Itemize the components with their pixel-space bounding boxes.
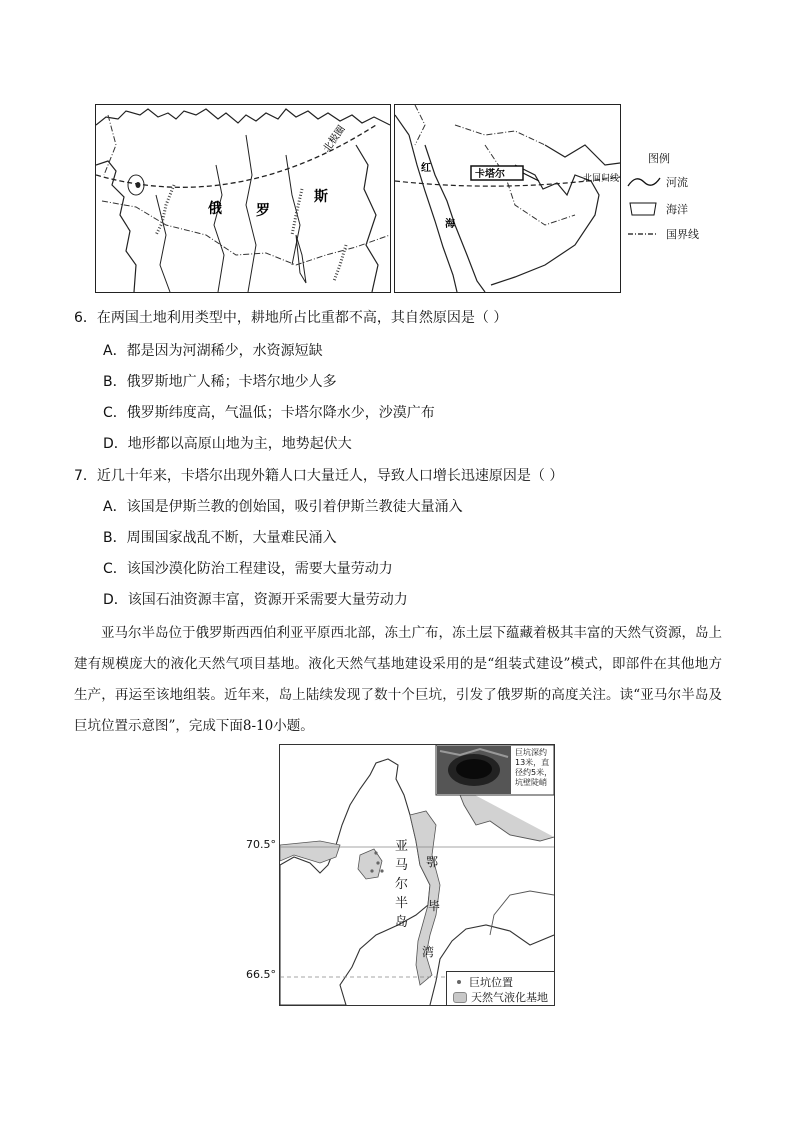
gas-base-swatch-icon	[453, 992, 467, 1003]
crater-photo-caption: 巨坑深约13米，直径约5米，坑壁陡峭	[515, 748, 553, 787]
passage-text: 亚马尔半岛位于俄罗斯西西伯利亚平原西北部，冻土广布，冻土层下蕴藏着极其丰富的天然气资源，岛上建有规模庞大的液化天然气项目基地。液化天然气基地建设采用的是“组装式建设”模式，即部件在其他地方生产，再运至该地组装。近年来，岛上陆续发现了数十个巨坑，引发了俄罗斯的高度关注。读“亚马尔半岛及巨坑位置示意图”，完成下面8-10小题。	[74, 625, 722, 734]
bay-name-1: 鄂	[426, 855, 439, 869]
legend-gas-base: 天然气液化基地	[453, 989, 548, 1005]
qatar-callout: 卡塔尔	[475, 169, 505, 180]
yamal-peninsula-map	[279, 744, 555, 1006]
tropic-label: 北回归线	[583, 174, 620, 184]
map-legend	[626, 150, 726, 250]
question-6-stem: 6．在两国土地利用类型中，耕地所占比重都不高，其自然原因是（ ）	[74, 310, 508, 326]
question-6-option-b[interactable]: B．俄罗斯地广人稀；卡塔尔地少人多	[103, 374, 337, 390]
question-6-option-a[interactable]: A．都是因为河湖稀少，水资源短缺	[103, 343, 323, 359]
legend-ocean: 海洋	[626, 201, 662, 217]
bay-name-3: 湾	[422, 945, 435, 959]
question-7-option-d[interactable]: D．该国石油资源丰富，资源开采需要大量劳动力	[103, 592, 408, 608]
question-7-option-c[interactable]: C．该国沙漠化防治工程建设，需要大量劳动力	[103, 561, 393, 577]
russia-label-2: 罗	[256, 203, 270, 219]
red-sea-label-2: 海	[445, 219, 455, 230]
crater-marker-icon	[457, 980, 461, 984]
crater-dot	[380, 869, 383, 872]
ocean-symbol-icon	[626, 201, 662, 217]
reading-passage	[74, 618, 722, 742]
qatar-map	[394, 104, 621, 293]
russia-map	[95, 104, 391, 293]
question-6-option-d[interactable]: D．地形都以高原山地为主，地势起伏大	[103, 436, 352, 452]
yamal-legend	[446, 971, 554, 1005]
crater-dot	[370, 869, 373, 872]
red-sea-label-1: 红	[421, 163, 431, 174]
crater-dot	[374, 851, 377, 854]
question-7-option-b[interactable]: B．周围国家战乱不断，大量难民涌入	[103, 530, 337, 546]
legend-title: 图例	[648, 152, 670, 165]
bay-name-2: 毕	[428, 899, 441, 913]
question-6-option-c[interactable]: C．俄罗斯纬度高，气温低；卡塔尔降水少，沙漠广布	[103, 405, 435, 421]
russia-label-3: 斯	[314, 189, 328, 205]
question-7-stem: 7．近几十年来，卡塔尔出现外籍人口大量迁人，导致人口增长迅速原因是（ ）	[74, 468, 564, 484]
river-symbol-icon	[626, 174, 662, 190]
arctic-circle-label: 北极圈	[321, 123, 348, 155]
peninsula-name: 亚 马 尔 半 岛	[395, 839, 409, 930]
border-symbol-icon	[626, 226, 662, 242]
russia-label-1: 俄	[208, 201, 222, 217]
latitude-lower-label: 66.5°	[246, 968, 276, 981]
legend-crater: 巨坑位置	[453, 974, 513, 990]
legend-river: 河流	[626, 174, 662, 190]
question-7-option-a[interactable]: A．该国是伊斯兰教的创始国，吸引着伊斯兰教徒大量涌入	[103, 499, 463, 515]
crater-dot	[376, 861, 379, 864]
legend-border: 国界线	[626, 226, 662, 242]
latitude-upper-label: 70.5°	[246, 838, 276, 851]
